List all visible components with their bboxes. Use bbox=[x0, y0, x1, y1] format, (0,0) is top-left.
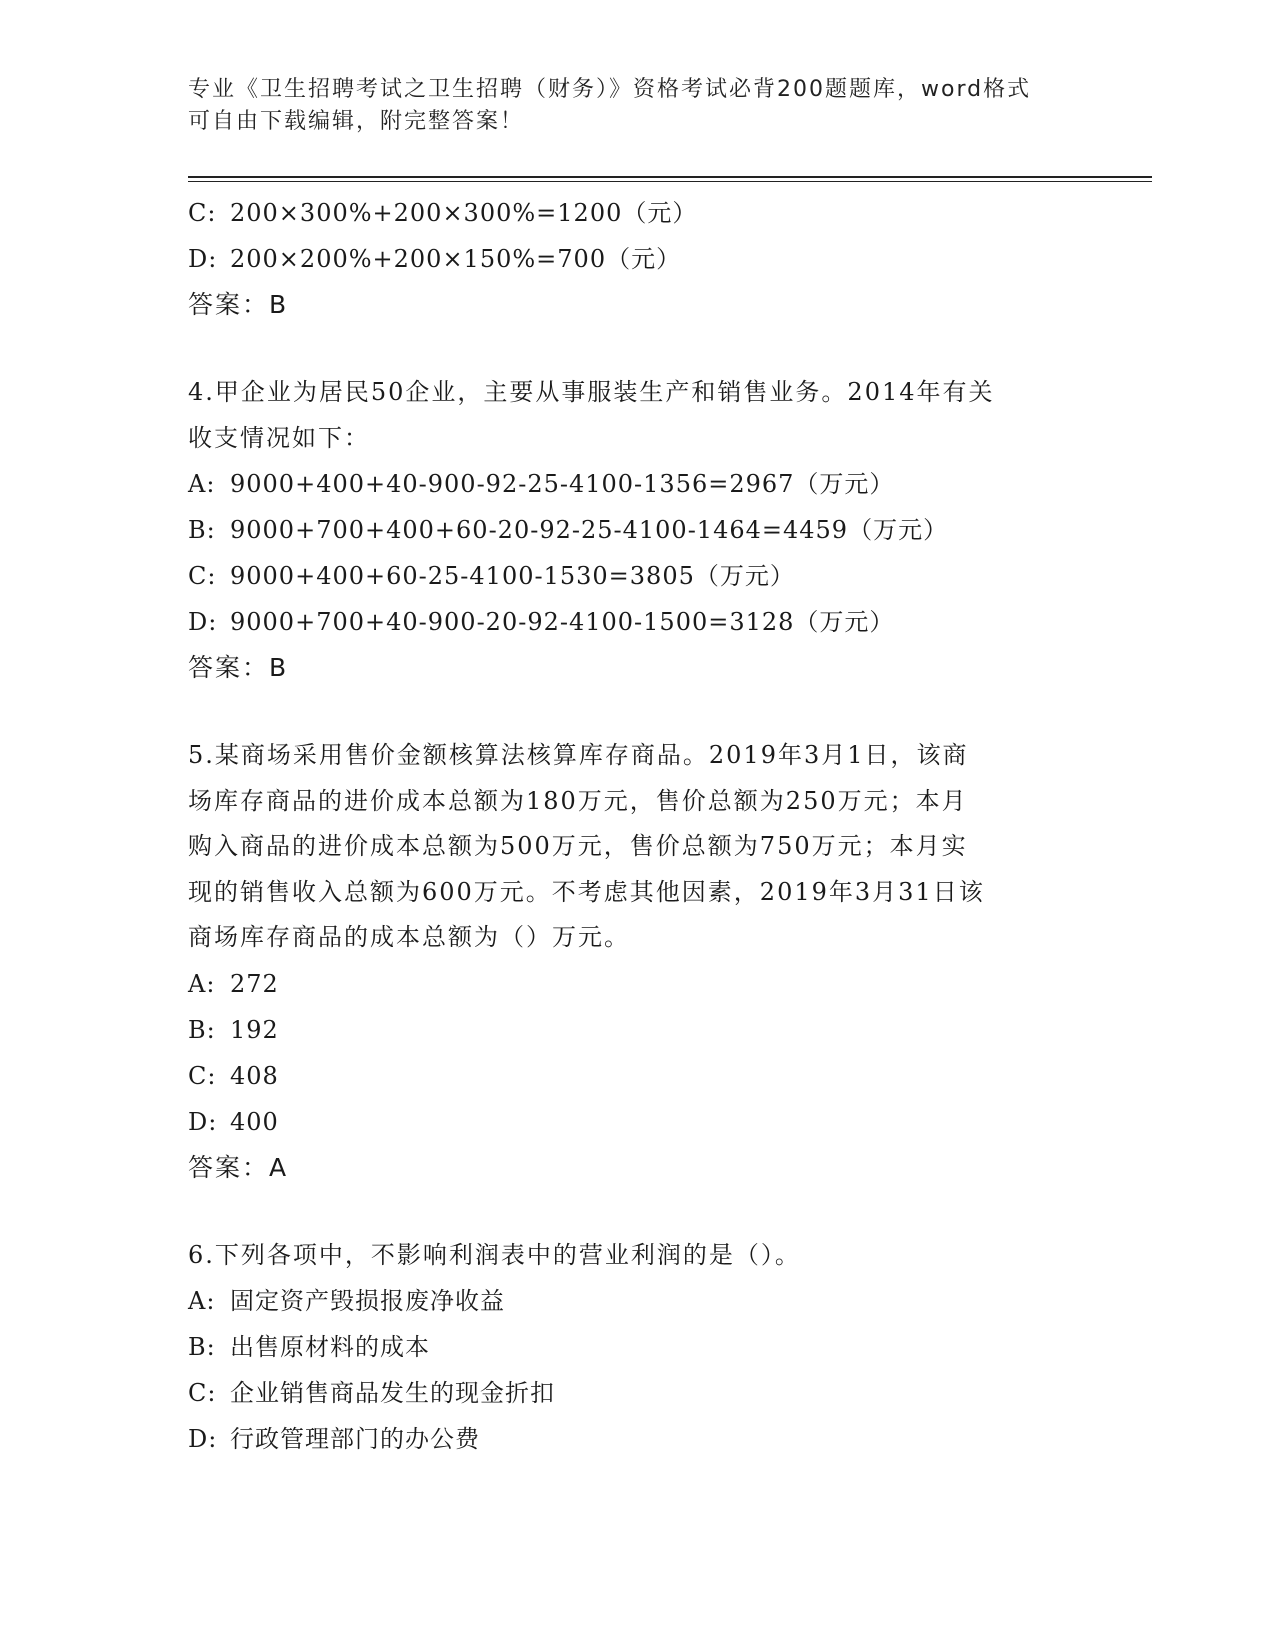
option-text: 272 bbox=[230, 969, 279, 998]
answer-line: 答案：A bbox=[188, 1152, 289, 1182]
stem-line: 6.下列各项中，不影响利润表中的营业利润的是（）。 bbox=[188, 1240, 801, 1269]
header-divider-thick bbox=[188, 176, 1152, 178]
option-a bbox=[188, 461, 1088, 507]
question-stem bbox=[188, 733, 1088, 961]
question-3 bbox=[188, 190, 1088, 328]
option-a bbox=[188, 961, 1088, 1007]
option-b bbox=[188, 1007, 1088, 1053]
option-text: 企业销售商品发生的现金折扣 bbox=[230, 1379, 555, 1407]
question-stem bbox=[188, 370, 1088, 461]
question-5 bbox=[188, 733, 1088, 1191]
option-text: 9000+700+400+60-20-92-25-4100-1464=4459（万元） bbox=[230, 516, 949, 544]
option-text: 9000+400+60-25-4100-1530=3805（万元） bbox=[230, 562, 795, 590]
option-letter: D: bbox=[188, 1107, 218, 1136]
option-letter: B: bbox=[188, 1015, 216, 1044]
option-b bbox=[188, 1324, 1088, 1370]
header-divider-thin bbox=[188, 181, 1152, 182]
stem-line: 4.甲企业为居民50企业，主要从事服装生产和销售业务。2014年有关 bbox=[188, 378, 995, 406]
option-text: 408 bbox=[230, 1061, 279, 1090]
answer-line: 答案：B bbox=[188, 290, 289, 319]
answer-line: 答案：B bbox=[188, 653, 289, 682]
option-letter: B: bbox=[188, 1333, 216, 1361]
option-text: 固定资产毁损报废净收益 bbox=[230, 1287, 505, 1315]
option-letter: B: bbox=[188, 516, 216, 544]
option-text: 行政管理部门的办公费 bbox=[230, 1425, 480, 1453]
header-line-2: 可自由下载编辑，附完整答案！ bbox=[188, 109, 525, 134]
option-d bbox=[188, 1099, 1088, 1145]
option-b bbox=[188, 507, 1088, 553]
stem-line: 商场库存商品的成本总额为（）万元。 bbox=[188, 923, 630, 951]
stem-line: 场库存商品的进价成本总额为180万元，售价总额为250万元；本月 bbox=[188, 786, 968, 815]
option-text: 200×300%+200×300%=1200（元） bbox=[230, 199, 698, 227]
header-line-1: 专业《卫生招聘考试之卫生招聘（财务）》资格考试必背200题题库，word格式 bbox=[188, 77, 1032, 102]
option-letter: A: bbox=[188, 470, 216, 498]
question-6 bbox=[188, 1233, 1088, 1463]
question-stem bbox=[188, 1233, 1088, 1279]
option-c bbox=[188, 553, 1088, 599]
option-letter: C: bbox=[188, 1379, 217, 1407]
option-text: 9000+400+40-900-92-25-4100-1356=2967（万元） bbox=[230, 470, 895, 498]
question-list bbox=[188, 190, 1088, 1462]
option-d bbox=[188, 236, 1088, 282]
question-4 bbox=[188, 370, 1088, 691]
option-c bbox=[188, 190, 1088, 236]
spacer bbox=[188, 1191, 1088, 1233]
option-c bbox=[188, 1370, 1088, 1416]
option-letter: D: bbox=[188, 245, 218, 273]
option-c bbox=[188, 1053, 1088, 1099]
option-d bbox=[188, 599, 1088, 645]
option-letter: A: bbox=[188, 1287, 216, 1315]
option-letter: C: bbox=[188, 562, 217, 590]
spacer bbox=[188, 691, 1088, 733]
option-letter: D: bbox=[188, 608, 218, 636]
option-letter: D: bbox=[188, 1425, 218, 1453]
option-letter: C: bbox=[188, 1061, 217, 1090]
option-text: 出售原材料的成本 bbox=[230, 1333, 430, 1361]
stem-line: 现的销售收入总额为600万元。不考虑其他因素，2019年3月31日该 bbox=[188, 877, 985, 906]
option-d bbox=[188, 1416, 1088, 1462]
option-text: 400 bbox=[230, 1107, 279, 1136]
document-header bbox=[188, 74, 1088, 138]
option-text: 192 bbox=[230, 1015, 279, 1044]
spacer bbox=[188, 328, 1088, 370]
option-text: 9000+700+40-900-20-92-4100-1500=3128（万元） bbox=[230, 608, 895, 636]
option-letter: A: bbox=[188, 969, 216, 998]
option-text: 200×200%+200×150%=700（元） bbox=[230, 245, 682, 273]
option-letter: C: bbox=[188, 199, 217, 227]
stem-line: 收支情况如下： bbox=[188, 423, 370, 452]
stem-line: 5.某商场采用售价金额核算法核算库存商品。2019年3月1日，该商 bbox=[188, 741, 969, 769]
stem-line: 购入商品的进价成本总额为500万元，售价总额为750万元；本月实 bbox=[188, 832, 968, 860]
option-a bbox=[188, 1278, 1088, 1324]
